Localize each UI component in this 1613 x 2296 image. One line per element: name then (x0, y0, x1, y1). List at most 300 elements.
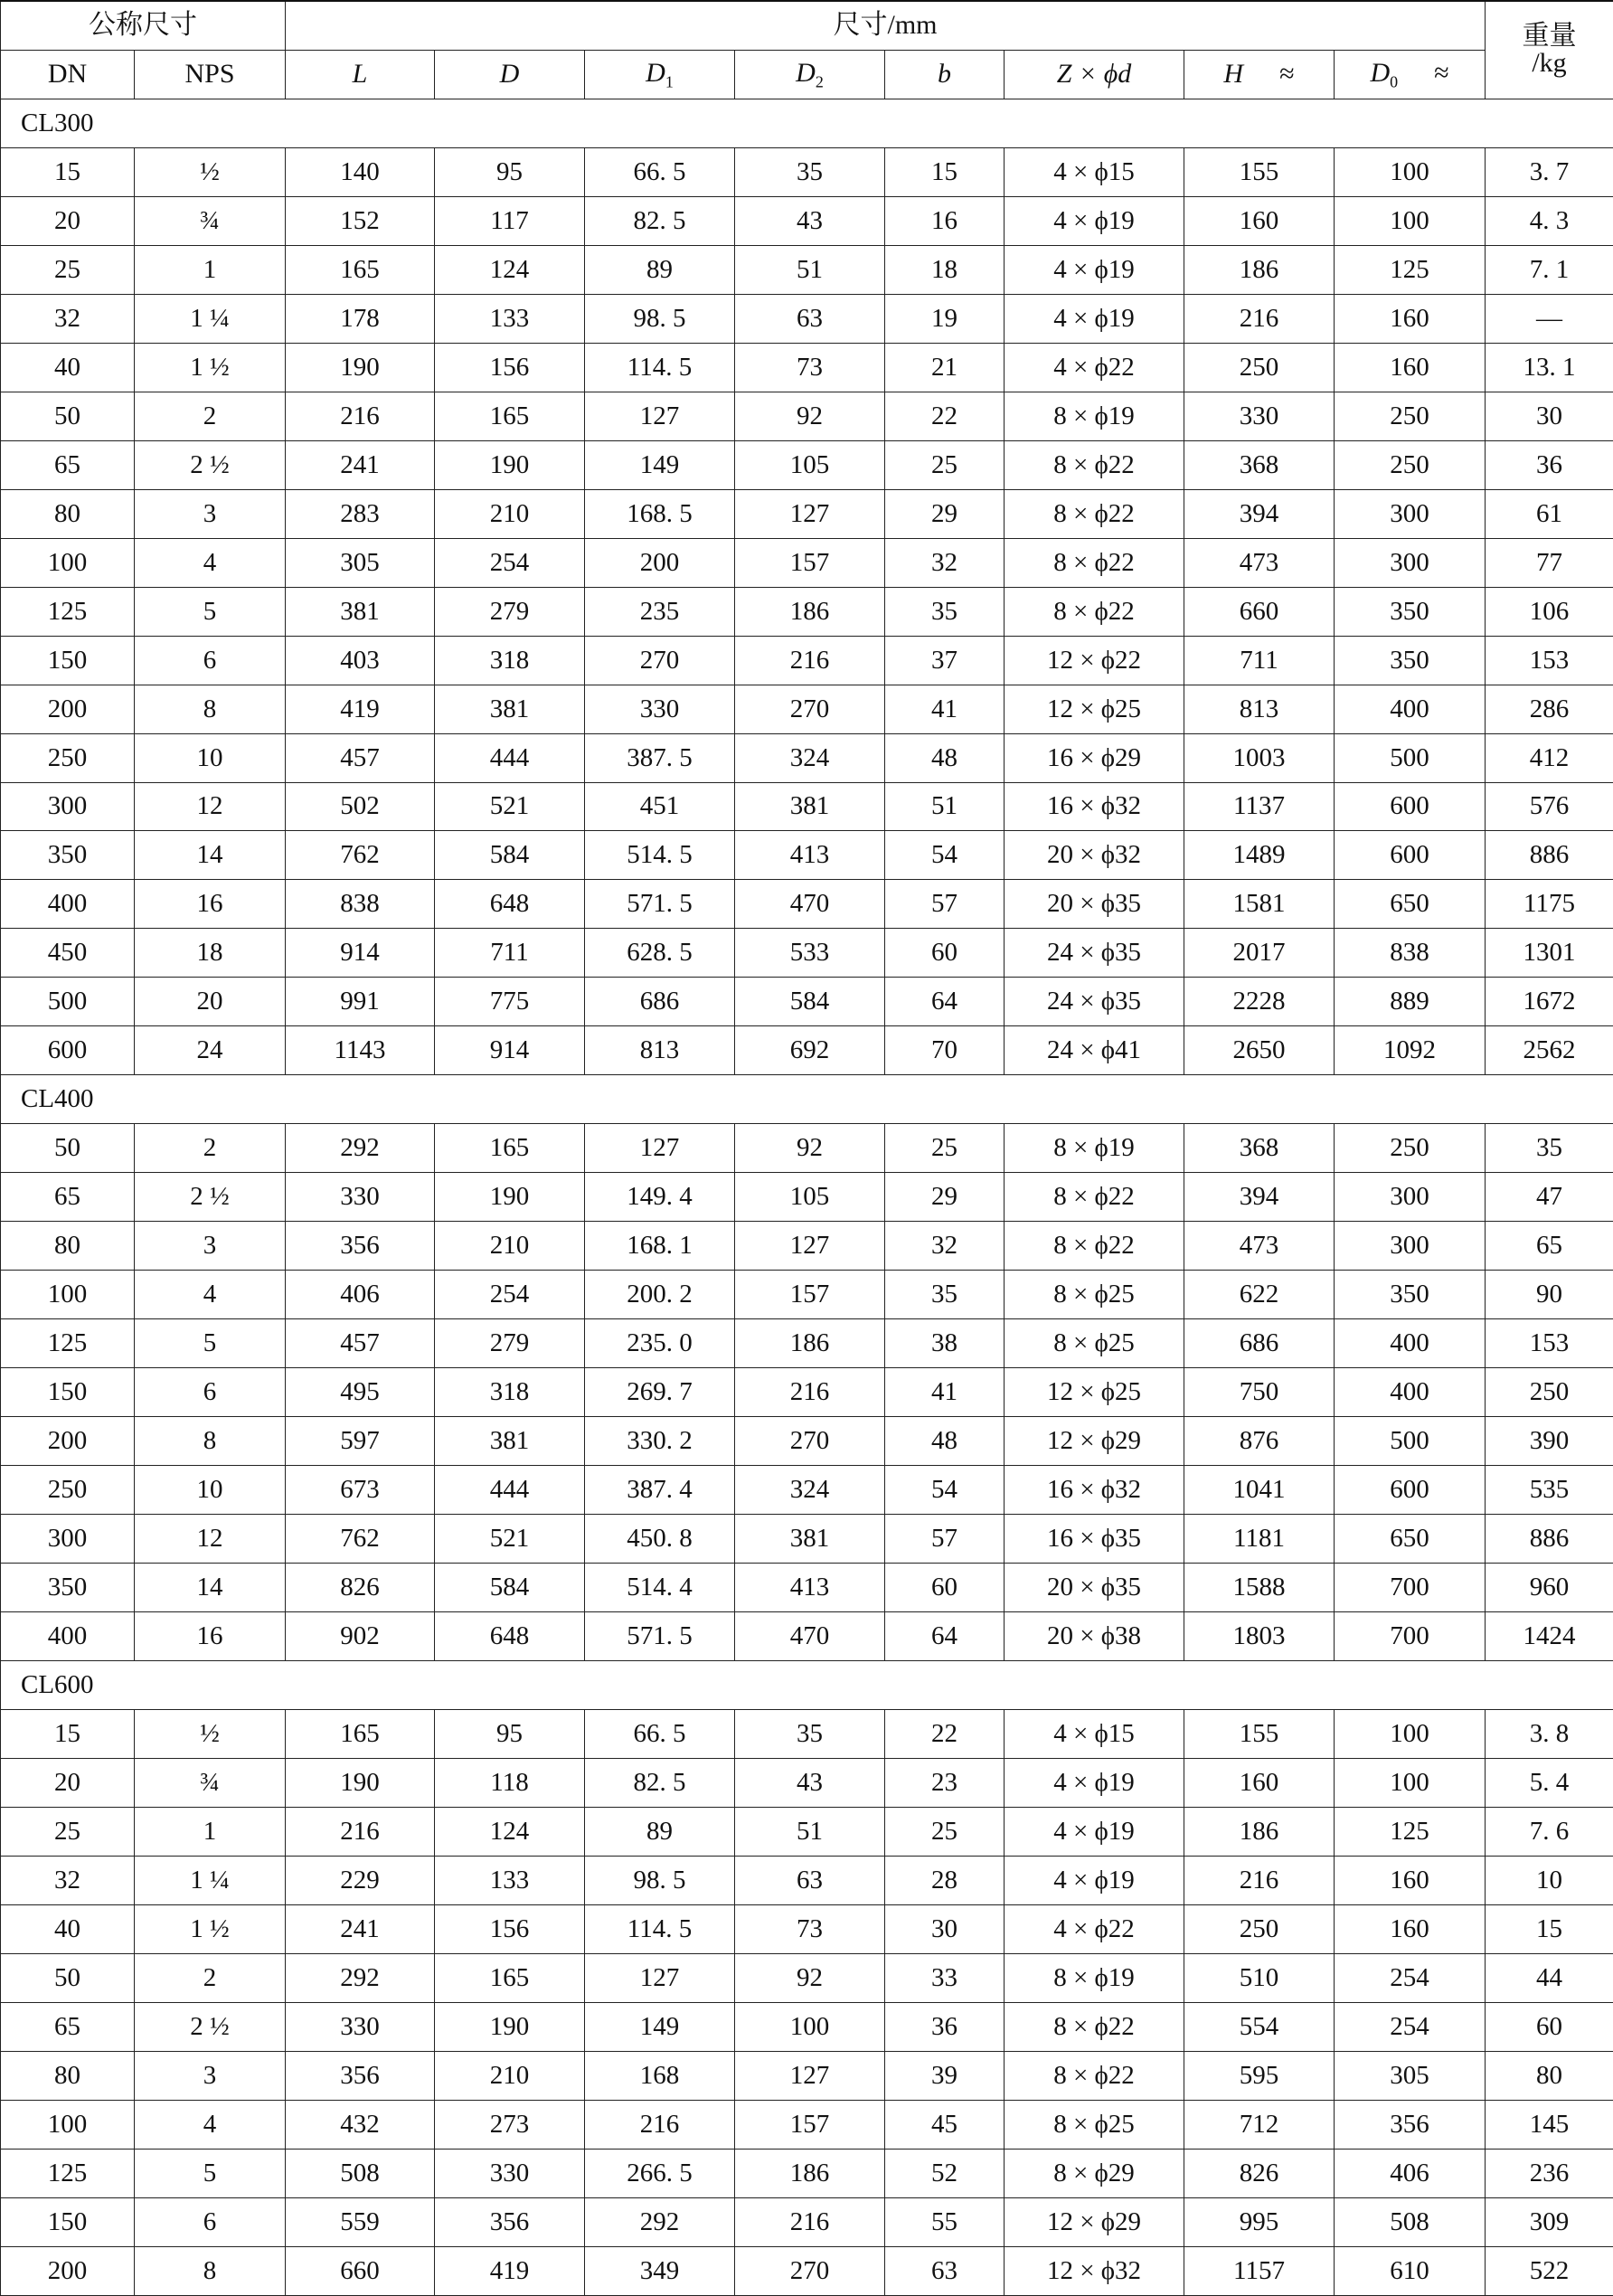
cell-d2: 43 (735, 196, 885, 245)
section-label: CL600 (1, 1660, 1613, 1709)
cell-d1: 813 (585, 1026, 735, 1075)
cell-b: 35 (885, 1271, 1005, 1319)
cell-d2: 127 (735, 2051, 885, 2100)
cell-d1: 127 (585, 1124, 735, 1173)
cell-b: 45 (885, 2100, 1005, 2149)
cell-l: 283 (286, 489, 435, 538)
cell-z-phid: 4 × ϕ22 (1005, 343, 1184, 392)
cell-d0: 650 (1335, 880, 1486, 929)
cell-d1: 266. 5 (585, 2149, 735, 2197)
cell-d: 95 (435, 1709, 585, 1758)
table-row (1, 1807, 1613, 1856)
dimension-header: 尺寸/mm (286, 1, 1486, 50)
cell-l: 178 (286, 294, 435, 343)
cell-b: 64 (885, 978, 1005, 1026)
cell-z-phid: 8 × ϕ22 (1005, 489, 1184, 538)
cell-z-phid: 20 × ϕ35 (1005, 880, 1184, 929)
cell-dn: 25 (1, 1807, 135, 1856)
cell-d2: 35 (735, 147, 885, 196)
cell-l: 762 (286, 1515, 435, 1564)
table-row (1, 1368, 1613, 1417)
cell-nps: 1 (135, 1807, 286, 1856)
cell-b: 19 (885, 294, 1005, 343)
cell-d0: 160 (1335, 343, 1486, 392)
cell-l: 991 (286, 978, 435, 1026)
cell-h: 1157 (1184, 2246, 1335, 2295)
cell-d0: 300 (1335, 1173, 1486, 1222)
cell-l: 673 (286, 1466, 435, 1515)
cell-weight: 412 (1486, 733, 1613, 782)
table-row (1, 489, 1613, 538)
cell-b: 57 (885, 1515, 1005, 1564)
cell-d1: 200 (585, 538, 735, 587)
cell-d: 521 (435, 782, 585, 831)
table-row (1, 538, 1613, 587)
cell-l: 241 (286, 1904, 435, 1953)
cell-d: 133 (435, 1856, 585, 1904)
section-row (1, 99, 1613, 147)
cell-nps: ¾ (135, 1758, 286, 1807)
cell-d: 279 (435, 587, 585, 636)
cell-d: 521 (435, 1515, 585, 1564)
cell-b: 16 (885, 196, 1005, 245)
cell-d1: 451 (585, 782, 735, 831)
cell-z-phid: 4 × ϕ19 (1005, 1758, 1184, 1807)
cell-l: 597 (286, 1417, 435, 1466)
cell-nps: 24 (135, 1026, 286, 1075)
cell-d2: 470 (735, 1611, 885, 1660)
cell-weight: 886 (1486, 1515, 1613, 1564)
cell-dn: 80 (1, 489, 135, 538)
cell-d0: 254 (1335, 2002, 1486, 2051)
cell-l: 826 (286, 1564, 435, 1612)
table-row (1, 1124, 1613, 1173)
cell-d0: 610 (1335, 2246, 1486, 2295)
cell-dn: 100 (1, 538, 135, 587)
cell-z-phid: 20 × ϕ32 (1005, 831, 1184, 880)
col-l (286, 50, 435, 99)
cell-z-phid: 8 × ϕ22 (1005, 440, 1184, 489)
cell-z-phid: 8 × ϕ25 (1005, 1319, 1184, 1368)
cell-nps: 16 (135, 1611, 286, 1660)
cell-b: 15 (885, 147, 1005, 196)
cell-b: 37 (885, 636, 1005, 685)
cell-d1: 628. 5 (585, 929, 735, 978)
cell-d: 165 (435, 392, 585, 440)
cell-d2: 216 (735, 1368, 885, 1417)
cell-d: 914 (435, 1026, 585, 1075)
table-row (1, 685, 1613, 733)
cell-d2: 73 (735, 1904, 885, 1953)
cell-nps: ¾ (135, 196, 286, 245)
cell-d2: 186 (735, 2149, 885, 2197)
cell-d1: 98. 5 (585, 1856, 735, 1904)
cell-h: 216 (1184, 1856, 1335, 1904)
cell-z-phid: 20 × ϕ38 (1005, 1611, 1184, 1660)
cell-d2: 186 (735, 1319, 885, 1368)
cell-z-phid: 4 × ϕ19 (1005, 245, 1184, 294)
cell-weight: 886 (1486, 831, 1613, 880)
table-row (1, 392, 1613, 440)
cell-h: 712 (1184, 2100, 1335, 2149)
cell-b: 30 (885, 1904, 1005, 1953)
cell-d: 165 (435, 1124, 585, 1173)
cell-nps: 10 (135, 733, 286, 782)
cell-d2: 413 (735, 831, 885, 880)
cell-dn: 500 (1, 978, 135, 1026)
cell-b: 51 (885, 782, 1005, 831)
cell-d1: 571. 5 (585, 880, 735, 929)
cell-l: 241 (286, 440, 435, 489)
cell-h: 1003 (1184, 733, 1335, 782)
cell-weight: 80 (1486, 2051, 1613, 2100)
cell-weight: 236 (1486, 2149, 1613, 2197)
cell-d1: 200. 2 (585, 1271, 735, 1319)
cell-nps: 2 (135, 1124, 286, 1173)
cell-dn: 300 (1, 1515, 135, 1564)
cell-dn: 250 (1, 733, 135, 782)
cell-d0: 250 (1335, 392, 1486, 440)
cell-b: 28 (885, 1856, 1005, 1904)
weight-header (1486, 1, 1613, 99)
table-body (1, 99, 1613, 2295)
table-row (1, 1611, 1613, 1660)
cell-d2: 92 (735, 1124, 885, 1173)
cell-dn: 32 (1, 294, 135, 343)
cell-z-phid: 24 × ϕ35 (1005, 978, 1184, 1026)
cell-nps: 1 ¼ (135, 1856, 286, 1904)
col-d2-subscript: 2 (816, 72, 824, 90)
table-row (1, 880, 1613, 929)
cell-z-phid: 16 × ϕ32 (1005, 1466, 1184, 1515)
col-z-phid (1005, 50, 1184, 99)
table-row (1, 2149, 1613, 2197)
cell-d2: 127 (735, 1222, 885, 1271)
cell-d: 124 (435, 1807, 585, 1856)
cell-d0: 300 (1335, 538, 1486, 587)
cell-l: 502 (286, 782, 435, 831)
cell-z-phid: 16 × ϕ32 (1005, 782, 1184, 831)
cell-weight: 60 (1486, 2002, 1613, 2051)
cell-d2: 381 (735, 1515, 885, 1564)
cell-l: 508 (286, 2149, 435, 2197)
cell-d2: 470 (735, 880, 885, 929)
cell-b: 60 (885, 1564, 1005, 1612)
cell-h: 1137 (1184, 782, 1335, 831)
cell-z-phid: 12 × ϕ32 (1005, 2246, 1184, 2295)
cell-h: 995 (1184, 2197, 1335, 2246)
cell-h: 2228 (1184, 978, 1335, 1026)
cell-z-phid: 12 × ϕ22 (1005, 636, 1184, 685)
cell-h: 250 (1184, 343, 1335, 392)
cell-weight: 106 (1486, 587, 1613, 636)
cell-h: 595 (1184, 2051, 1335, 2100)
cell-dn: 350 (1, 1564, 135, 1612)
cell-d1: 330 (585, 685, 735, 733)
cell-d2: 43 (735, 1758, 885, 1807)
col-d-symbol: D (500, 59, 520, 89)
col-dn: DN (1, 50, 135, 99)
cell-nps: 6 (135, 636, 286, 685)
cell-nps: 2 (135, 392, 286, 440)
col-h-symbol: H (1223, 59, 1243, 89)
cell-h: 160 (1184, 196, 1335, 245)
cell-nps: 1 ¼ (135, 294, 286, 343)
cell-weight: 61 (1486, 489, 1613, 538)
cell-d1: 82. 5 (585, 196, 735, 245)
cell-dn: 15 (1, 147, 135, 196)
cell-d2: 216 (735, 636, 885, 685)
cell-d1: 168. 5 (585, 489, 735, 538)
cell-d0: 600 (1335, 782, 1486, 831)
col-d (435, 50, 585, 99)
table-row (1, 929, 1613, 978)
cell-d2: 35 (735, 1709, 885, 1758)
cell-h: 368 (1184, 440, 1335, 489)
cell-h: 160 (1184, 1758, 1335, 1807)
cell-d0: 350 (1335, 1271, 1486, 1319)
cell-b: 22 (885, 392, 1005, 440)
cell-d0: 250 (1335, 1124, 1486, 1173)
table-row (1, 2197, 1613, 2246)
cell-h: 1803 (1184, 1611, 1335, 1660)
cell-d1: 98. 5 (585, 294, 735, 343)
cell-z-phid: 8 × ϕ22 (1005, 538, 1184, 587)
cell-l: 457 (286, 1319, 435, 1368)
cell-d2: 51 (735, 245, 885, 294)
cell-l: 403 (286, 636, 435, 685)
table-row (1, 245, 1613, 294)
cell-nps: 14 (135, 1564, 286, 1612)
cell-d0: 100 (1335, 196, 1486, 245)
col-d0-approx: ≈ (1434, 58, 1448, 88)
cell-dn: 20 (1, 1758, 135, 1807)
col-d1-subscript: 1 (665, 72, 674, 90)
section-label: CL300 (1, 99, 1613, 147)
cell-weight: 7. 6 (1486, 1807, 1613, 1856)
cell-h: 622 (1184, 1271, 1335, 1319)
cell-weight: 77 (1486, 538, 1613, 587)
col-b (885, 50, 1005, 99)
cell-z-phid: 8 × ϕ19 (1005, 1953, 1184, 2002)
col-h-approx: ≈ (1279, 59, 1294, 89)
cell-h: 1581 (1184, 880, 1335, 929)
cell-dn: 600 (1, 1026, 135, 1075)
cell-weight: 2562 (1486, 1026, 1613, 1075)
cell-d2: 157 (735, 1271, 885, 1319)
cell-d: 165 (435, 1953, 585, 2002)
table-row (1, 1466, 1613, 1515)
cell-d: 356 (435, 2197, 585, 2246)
table-row (1, 636, 1613, 685)
cell-b: 23 (885, 1758, 1005, 1807)
cell-d2: 127 (735, 489, 885, 538)
cell-weight: 576 (1486, 782, 1613, 831)
cell-d1: 149. 4 (585, 1173, 735, 1222)
cell-weight: 7. 1 (1486, 245, 1613, 294)
cell-h: 155 (1184, 1709, 1335, 1758)
cell-b: 25 (885, 1807, 1005, 1856)
cell-d1: 387. 4 (585, 1466, 735, 1515)
cell-dn: 400 (1, 1611, 135, 1660)
cell-l: 762 (286, 831, 435, 880)
cell-d0: 406 (1335, 2149, 1486, 2197)
cell-b: 48 (885, 733, 1005, 782)
cell-dn: 40 (1, 343, 135, 392)
cell-z-phid: 16 × ϕ29 (1005, 733, 1184, 782)
cell-nps: 14 (135, 831, 286, 880)
table-row (1, 1758, 1613, 1807)
table-row (1, 1271, 1613, 1319)
cell-weight: 3. 8 (1486, 1709, 1613, 1758)
cell-b: 29 (885, 1173, 1005, 1222)
cell-h: 1588 (1184, 1564, 1335, 1612)
cell-d2: 270 (735, 685, 885, 733)
cell-weight: 1175 (1486, 880, 1613, 929)
cell-d0: 100 (1335, 147, 1486, 196)
cell-d2: 105 (735, 1173, 885, 1222)
cell-d: 444 (435, 1466, 585, 1515)
col-z-phid-symbol: Z × ϕd (1057, 59, 1131, 89)
cell-dn: 450 (1, 929, 135, 978)
cell-l: 902 (286, 1611, 435, 1660)
cell-z-phid: 8 × ϕ22 (1005, 2051, 1184, 2100)
cell-b: 41 (885, 1368, 1005, 1417)
cell-l: 356 (286, 2051, 435, 2100)
cell-b: 22 (885, 1709, 1005, 1758)
cell-l: 559 (286, 2197, 435, 2246)
table-row (1, 196, 1613, 245)
cell-weight: 145 (1486, 2100, 1613, 2149)
cell-dn: 65 (1, 1173, 135, 1222)
cell-d1: 149 (585, 2002, 735, 2051)
cell-nps: 1 (135, 245, 286, 294)
table-row (1, 440, 1613, 489)
cell-l: 190 (286, 343, 435, 392)
cell-d: 95 (435, 147, 585, 196)
cell-nps: 8 (135, 685, 286, 733)
col-d0-subscript: 0 (1390, 72, 1398, 90)
cell-dn: 80 (1, 2051, 135, 2100)
cell-nps: 2 ½ (135, 1173, 286, 1222)
cell-d2: 63 (735, 294, 885, 343)
cell-d0: 838 (1335, 929, 1486, 978)
cell-nps: ½ (135, 1709, 286, 1758)
cell-dn: 15 (1, 1709, 135, 1758)
cell-b: 35 (885, 587, 1005, 636)
cell-d1: 127 (585, 392, 735, 440)
cell-d0: 160 (1335, 1904, 1486, 1953)
cell-d2: 324 (735, 733, 885, 782)
cell-d: 190 (435, 440, 585, 489)
cell-b: 25 (885, 440, 1005, 489)
cell-d: 648 (435, 880, 585, 929)
weight-unit-label: /kg (1532, 48, 1566, 78)
table-row (1, 343, 1613, 392)
cell-l: 495 (286, 1368, 435, 1417)
cell-nps: 4 (135, 538, 286, 587)
cell-z-phid: 4 × ϕ19 (1005, 1807, 1184, 1856)
cell-nps: 2 ½ (135, 2002, 286, 2051)
cell-dn: 125 (1, 1319, 135, 1368)
cell-nps: 8 (135, 1417, 286, 1466)
table-row (1, 1222, 1613, 1271)
cell-dn: 50 (1, 392, 135, 440)
cell-nps: 5 (135, 1319, 286, 1368)
cell-z-phid: 12 × ϕ29 (1005, 2197, 1184, 2246)
cell-l: 292 (286, 1953, 435, 2002)
cell-dn: 80 (1, 1222, 135, 1271)
cell-d: 381 (435, 1417, 585, 1466)
cell-z-phid: 24 × ϕ35 (1005, 929, 1184, 978)
cell-nps: 4 (135, 2100, 286, 2149)
cell-h: 394 (1184, 1173, 1335, 1222)
cell-d0: 400 (1335, 685, 1486, 733)
table-row (1, 587, 1613, 636)
col-d0-symbol: D (1370, 58, 1390, 88)
cell-nps: 3 (135, 1222, 286, 1271)
cell-d2: 105 (735, 440, 885, 489)
cell-weight: 286 (1486, 685, 1613, 733)
cell-z-phid: 12 × ϕ29 (1005, 1417, 1184, 1466)
cell-d0: 300 (1335, 1222, 1486, 1271)
cell-nps: 3 (135, 489, 286, 538)
cell-l: 229 (286, 1856, 435, 1904)
cell-d: 156 (435, 343, 585, 392)
cell-d: 279 (435, 1319, 585, 1368)
cell-d: 444 (435, 733, 585, 782)
cell-d0: 650 (1335, 1515, 1486, 1564)
cell-b: 54 (885, 1466, 1005, 1515)
cell-nps: 16 (135, 880, 286, 929)
cell-d0: 100 (1335, 1709, 1486, 1758)
cell-h: 826 (1184, 2149, 1335, 2197)
section-row (1, 1660, 1613, 1709)
cell-h: 368 (1184, 1124, 1335, 1173)
cell-d1: 450. 8 (585, 1515, 735, 1564)
cell-b: 63 (885, 2246, 1005, 2295)
cell-d2: 216 (735, 2197, 885, 2246)
cell-d0: 160 (1335, 1856, 1486, 1904)
cell-h: 473 (1184, 538, 1335, 587)
cell-d0: 250 (1335, 440, 1486, 489)
cell-d: 584 (435, 831, 585, 880)
cell-b: 60 (885, 929, 1005, 978)
cell-d: 190 (435, 1173, 585, 1222)
col-nps: NPS (135, 50, 286, 99)
cell-nps: 6 (135, 1368, 286, 1417)
cell-dn: 50 (1, 1953, 135, 2002)
cell-l: 152 (286, 196, 435, 245)
cell-d0: 125 (1335, 245, 1486, 294)
cell-d0: 400 (1335, 1319, 1486, 1368)
cell-b: 54 (885, 831, 1005, 880)
cell-h: 1041 (1184, 1466, 1335, 1515)
cell-dn: 100 (1, 2100, 135, 2149)
cell-d1: 127 (585, 1953, 735, 2002)
cell-d: 124 (435, 245, 585, 294)
cell-nps: 12 (135, 1515, 286, 1564)
cell-dn: 25 (1, 245, 135, 294)
cell-h: 1489 (1184, 831, 1335, 880)
cell-d0: 508 (1335, 2197, 1486, 2246)
col-h (1184, 50, 1335, 99)
cell-d1: 149 (585, 440, 735, 489)
cell-h: 186 (1184, 1807, 1335, 1856)
section-row (1, 1075, 1613, 1124)
cell-dn: 350 (1, 831, 135, 880)
cell-d2: 270 (735, 1417, 885, 1466)
